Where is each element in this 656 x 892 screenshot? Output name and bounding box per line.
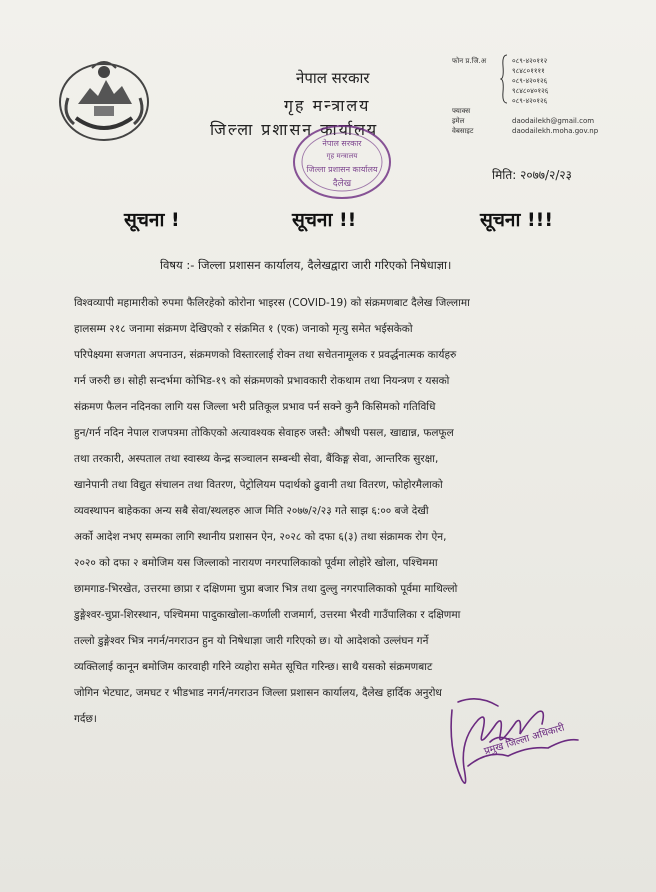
phone-number: ९८४८०११११ [512, 67, 545, 75]
body-line: संक्रमण फैलन नदिनका लागि यस जिल्ला भरी प्रतिकूल प्रभाव पर्न सक्ने कुनै किसिमको गतिविधि [74, 401, 436, 413]
body-line: तथा तरकारी, अस्पताल तथा स्वास्थ्य केन्द्र सञ्चालन सम्बन्धी सेवा, बैंकिङ्ग सेवा, आन्तरिक सुरक्षा, [74, 453, 439, 465]
body-line: गर्दछ। [74, 713, 97, 725]
contact-spacer [512, 106, 598, 116]
contact-label: फ्याक्स [452, 107, 471, 115]
contact-label: इमेल [452, 117, 465, 125]
phone-number: ९८४८०४०१२६ [512, 87, 549, 95]
body-line: जोगिन भेटघाट, जमघट र भीडभाड नगर्न/नगराउन जिल्ला प्रशासन कार्यालय, दैलेख हार्दिक अनुरोध [74, 687, 442, 699]
government-name: नेपाल सरकार [296, 69, 370, 87]
subject-line: विषय :- जिल्ला प्रशासन कार्यालय, दैलेखद्वारा जारी गरिएको निषेधाज्ञा। [160, 258, 452, 272]
document-date: मिति: २०७७/२/२३ [492, 168, 572, 182]
ministry-name: गृह मन्त्रालय [284, 96, 371, 115]
body-line: छामगाड-भिरखेत, उत्तरमा छाप्रा र दक्षिणमा चुप्रा बजार भित्र तथा दुल्लु नगरपालिकाको पूर्वमा माथिल्लो [74, 583, 458, 595]
office-name: जिल्ला प्रशासन कार्यालय [210, 120, 379, 139]
seal-line-3: जिल्ला प्रशासन कार्यालय [306, 165, 378, 174]
body-line: हुन/गर्न नदिन नेपाल राजपत्रमा तोकिएको अत्यावश्यक सेवाहरु जस्तै: औषधी पसल, खाद्यान्न, फलफूल [74, 427, 454, 439]
seal-line-2: गृह मन्त्रालय [326, 152, 358, 160]
notice-heading-3: सूचना !!! [480, 209, 553, 231]
contact-label [452, 66, 486, 76]
phone-number: ०८९-४२०११२ [512, 57, 548, 65]
fax-number: ०८९-४२०१२६ [512, 97, 548, 105]
body-line: अर्को आदेश नभए सम्मका लागि स्थानीय प्रशासन ऐन, २०२८ को दफा ६(३) तथा संक्रामक रोग ऐन, [74, 531, 447, 543]
body-line: विश्वव्यापी महामारीको रुपमा फैलिरहेको कोरोना भाइरस (COVID-19) को संक्रमणबाट दैलेख जिल्लामा [74, 297, 470, 309]
website-address: daodailekh.moha.gov.np [512, 127, 599, 135]
contact-label: फोन प्र.जि.अ [452, 57, 487, 65]
contact-label [452, 96, 486, 106]
contact-labels [452, 56, 486, 136]
body-line: २०२० को दफा २ बमोजिम यस जिल्लाको नारायण नगरपालिकाको पूर्वमा लोहोरे खोला, पश्चिममा [74, 557, 438, 569]
signatory-title: प्रमुख जिल्ला अधिकारी [482, 722, 566, 758]
contact-label: वेबसाइट [452, 127, 474, 135]
body-line: व्यवस्थापन बाहेकका अन्य सबै सेवा/स्थलहरु आज मिति २०७७/२/२३ गते साझ ६:०० बजे देखी [74, 505, 429, 517]
body-line: तल्लो डुङ्गेश्वर भित्र नगर्न/नगराउन हुन यो निषेधाज्ञा जारी गरिएको छ। यो आदेशको उल्लंघन गर्ने [74, 635, 429, 647]
seal-line-1: नेपाल सरकार [322, 139, 362, 148]
office-seal-stamp [290, 122, 394, 202]
body-line: डुङ्गेश्वर-चुप्रा-शिरस्थान, पश्चिममा पादुकाखोला-कर्णाली राजमार्ग, उत्तरमा भैरवी गाउँपालिका र दक्षिणमा [74, 609, 461, 621]
body-line: हालसम्म २१८ जनामा संक्रमण देखिएको र संक्रमित १ (एक) जनाको मृत्यु समेत भईसकेको [74, 323, 413, 335]
contact-label [452, 86, 486, 96]
notice-heading-1: सूचना ! [124, 209, 180, 231]
nepal-emblem-icon [56, 58, 152, 142]
body-line: खानेपानी तथा विद्युत संचालन तथा वितरण, पेट्रोलियम पदार्थको ढुवानी तथा वितरण, फोहोरमैलाको [74, 479, 443, 491]
notice-heading-2: सूचना !! [292, 209, 357, 231]
phone-number: ०८९-४२०१२६ [512, 77, 548, 85]
body-line: व्यक्तिलाई कानून बमोजिम कारवाही गरिने व्यहोरा समेत सूचित गरिन्छ। साथै यसको संक्रमणबाट [74, 661, 433, 673]
seal-line-4: दैलेख [332, 179, 352, 189]
body-line: परिपेक्ष्यमा सजगता अपनाउन, संक्रमणको विस्तारलाई रोक्न तथा सचेतनामूलक र प्रवर्द्धनात्मक कार्यहरु [74, 349, 457, 361]
body-line: गर्न जरुरी छ। सोही सन्दर्भमा कोभिड-१९ को संक्रमणको प्रभावकारी रोकथाम तथा नियन्त्रण र यसको [74, 375, 450, 387]
contact-values [512, 56, 598, 136]
email-address: daodailekh@gmail.com [512, 117, 595, 125]
contact-label [452, 76, 486, 86]
brace-icon [500, 54, 508, 104]
